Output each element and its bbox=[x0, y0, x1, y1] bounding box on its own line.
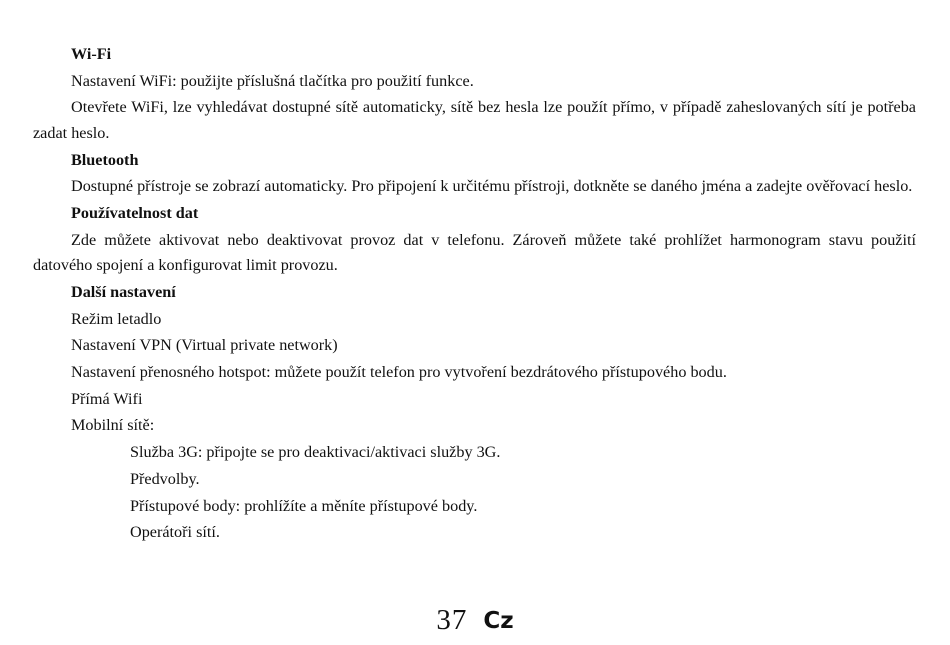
section-heading-bluetooth: Bluetooth bbox=[71, 150, 139, 169]
sub-item-access-points: Přístupové body: prohlížíte a měníte přístupové body. bbox=[130, 496, 478, 515]
section-heading-more-settings: Další nastavení bbox=[71, 283, 176, 301]
page-footer bbox=[0, 602, 950, 640]
wifi-paragraph-2: Otevřete WiFi, lze vyhledávat dostupné sítě automaticky, sítě bez hesla lze použít přímo, v případě zaheslovaných sítí je potřeba zadat heslo. bbox=[33, 98, 916, 142]
list-item-wifi-direct: Přímá Wifi bbox=[71, 389, 143, 408]
wifi-paragraph-1: Nastavení WiFi: použijte příslušná tlačítka pro použití funkce. bbox=[71, 71, 474, 90]
list-item-vpn: Nastavení VPN (Virtual private network) bbox=[71, 336, 338, 355]
document-page bbox=[33, 42, 916, 547]
language-code: Cz bbox=[483, 608, 514, 634]
sub-item-network-operators: Operátoři sítí. bbox=[130, 523, 220, 542]
list-item-mobile-networks: Mobilní sítě: bbox=[71, 416, 155, 435]
bluetooth-paragraph: Dostupné přístroje se zobrazí automaticky. Pro připojení k určitému přístroji, dotkněte se daného jména a zadejte ověřovací heslo. bbox=[71, 177, 913, 196]
list-item-hotspot: Nastavení přenosného hotspot: můžete použít telefon pro vytvoření bezdrátového přístupového bodu. bbox=[71, 363, 727, 382]
section-heading-wifi: Wi-Fi bbox=[71, 45, 112, 63]
data-usage-paragraph: Zde můžete aktivovat nebo deaktivovat provoz dat v telefonu. Zároveň můžete také prohlížet harmonogram stavu použití datového spojení a konfigurovat limit provozu. bbox=[33, 230, 916, 275]
sub-item-preferences: Předvolby. bbox=[130, 469, 200, 488]
list-item-airplane-mode: Režim letadlo bbox=[71, 309, 162, 328]
section-heading-data-usage: Používatelnost dat bbox=[71, 204, 199, 223]
sub-item-3g-service: Služba 3G: připojte se pro deaktivaci/aktivaci služby 3G. bbox=[130, 443, 501, 462]
page-number: 37 bbox=[436, 604, 468, 636]
